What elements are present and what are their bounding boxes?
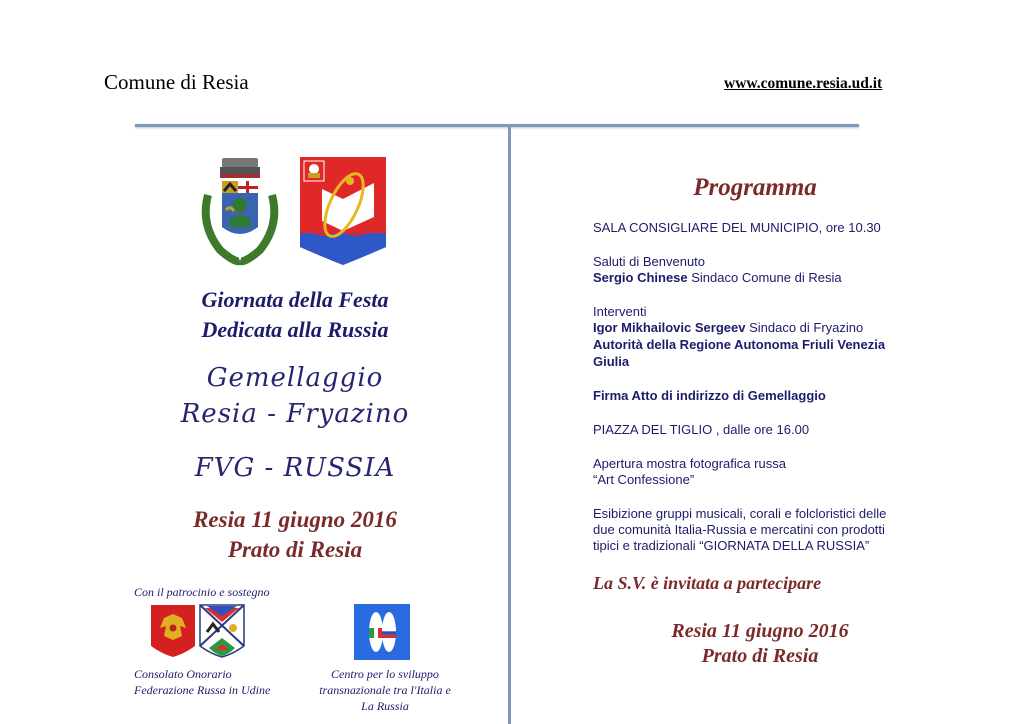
welcome-label: Saluti di Benvenuto [593, 254, 706, 269]
programme-title: Programma [693, 174, 817, 201]
script-line-1: Gemellaggio [206, 363, 384, 393]
sponsor1-line-1: Consolato Onorario [134, 667, 232, 681]
programme-date: Resia 11 giugno 2016 [671, 620, 849, 642]
exhibit-line-2: “Art Confessione” [593, 472, 695, 487]
show-line-3: tipici e tradizionali “GIORNATA DELLA RUSSIA” [593, 538, 870, 553]
patronage-label: Con il patrocinio e sostegno [134, 585, 270, 599]
int1-role: Sindaco di Fryazino [745, 320, 864, 335]
friuli-venezia-giulia-coat-of-arms-icon [199, 604, 245, 658]
signing: Firma Atto di indirizzo di Gemellaggio [593, 388, 826, 403]
centro-sviluppo-logo-icon [354, 604, 410, 660]
vertical-divider [508, 127, 511, 724]
fryazino-coat-of-arms-icon [298, 155, 388, 267]
venue-1: SALA CONSIGLIARE DEL MUNICIPIO, ore 10.30 [593, 220, 881, 235]
programme-place: Prato di Resia [701, 645, 819, 667]
int1-name: Igor Mikhailovic Sergeev [593, 320, 746, 335]
welcome-name: Sergio Chinese [593, 270, 688, 285]
exhibit-line-1: Apertura mostra fotografica russa [593, 456, 786, 471]
event-place: Prato di Resia [227, 537, 363, 562]
event-date: Resia 11 giugno 2016 [193, 507, 397, 532]
welcome-role: Sindaco Comune di Resia [687, 270, 842, 285]
intervention-1 [593, 320, 863, 337]
show-line-2: due comunità Italia-Russia e mercatini con prodotti [593, 522, 885, 537]
crests [200, 155, 390, 270]
title-line-1: Giornata della Festa [201, 287, 389, 312]
intervention-2-line-1: Autorità della Regione Autonoma Friuli Venezia [593, 337, 886, 352]
intervention-2-line-2: Giulia [593, 354, 630, 369]
header-title: Comune di Resia [104, 70, 249, 94]
sponsor2-line-1: Centro per lo sviluppo [331, 667, 439, 681]
horizontal-divider [135, 124, 859, 127]
website-link[interactable]: www.comune.resia.ud.it [724, 75, 883, 92]
russian-coat-of-arms-icon [150, 604, 196, 658]
title-line-2: Dedicata alla Russia [201, 317, 389, 342]
welcome-speaker [593, 270, 842, 287]
venue-2: PIAZZA DEL TIGLIO , dalle ore 16.00 [593, 422, 810, 437]
interventions-label: Interventi [593, 304, 647, 319]
script-line-3: FVG - RUSSIA [194, 453, 396, 483]
script-line-2: Resia - Fryazino [180, 399, 410, 429]
sponsor2-line-3: La Russia [361, 699, 409, 713]
show-line-1: Esibizione gruppi musicali, corali e folcloristici delle [593, 506, 887, 521]
invitation: La S.V. è invitata a partecipare [593, 573, 822, 593]
sponsor1-line-2: Federazione Russa in Udine [134, 683, 271, 697]
resia-coat-of-arms-icon [200, 155, 280, 267]
sponsor2-line-2: transnazionale tra l'Italia e [319, 683, 451, 697]
